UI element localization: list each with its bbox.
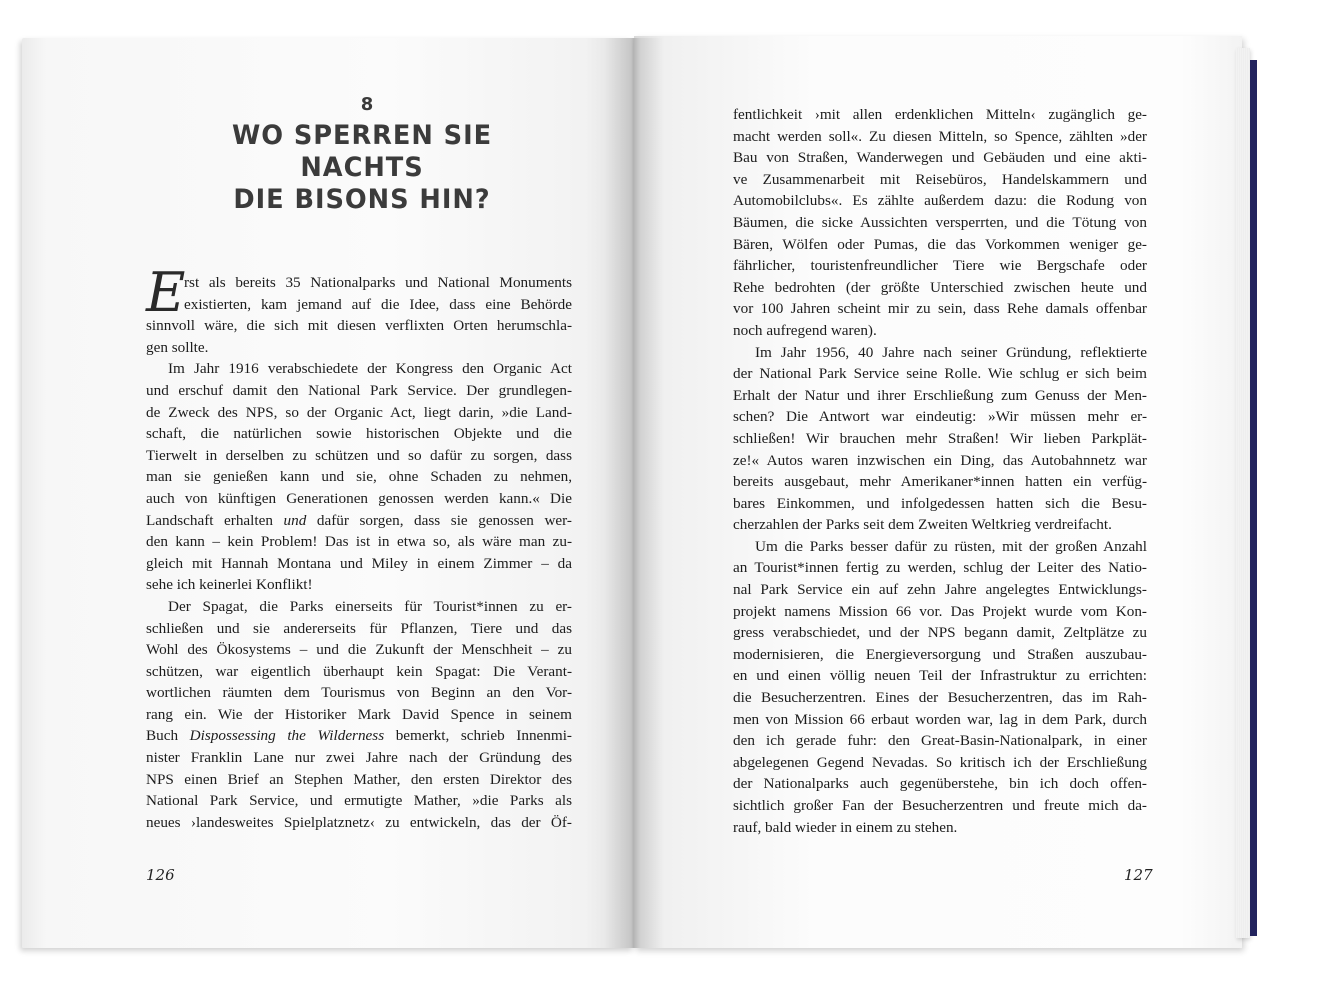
- text-line: Der Spagat, die Parks einerseits für Tourist*innen zu er-: [168, 597, 572, 615]
- text-line: Landschaft erhalten und dafür sorgen, dass sie genossen wer-: [146, 511, 572, 529]
- text-line: Im Jahr 1916 verabschiedete der Kongress den Organic Act: [168, 360, 572, 378]
- text-line: ze!« Autos waren inzwischen ein Ding, das Autobahnnetz war: [733, 451, 1147, 469]
- text-line: sehe ich keinerlei Konflikt!: [146, 576, 313, 594]
- text-line: gress verabschiedet, und der NPS begann damit, Zeltplätze zu: [733, 624, 1147, 642]
- text-line: schen? Die Antwort war eindeutig: »Wir müssen mehr er-: [733, 408, 1147, 426]
- text-line: Bäumen, die sicke Aussichten versperrten, und die Tötung von: [733, 213, 1147, 231]
- text-line: Rehe bedrohten (der größte Unterschied zwischen heute und: [733, 278, 1147, 296]
- text-line: nister Franklin Lane nur zwei Jahre nach der Gründung des: [146, 749, 572, 767]
- text-line: en und einen völlig neuen Teil der Infrastruktur zu errichten:: [733, 667, 1147, 685]
- text-line: an Tourist*innen fertig zu werden, schlug der Leiter des Natio-: [733, 559, 1147, 577]
- chapter-title: [220, 120, 505, 216]
- text-line: Automobilclubs«. Es zählte außerdem dazu: die Rodung von: [733, 192, 1147, 210]
- text-line: Bau von Straßen, Wanderwegen und Gebäuden und eine akti-: [733, 149, 1147, 167]
- right-body-text: [733, 104, 1147, 838]
- cover-edge: [1250, 60, 1257, 936]
- text-line: die Besucherzentren. Eines der Besucherzentren, das im Rah-: [733, 689, 1147, 707]
- text-line: auch von künftigen Generationen genossen werden kann.« Die: [146, 489, 572, 507]
- text-line: schaft, die natürlichen sowie historischen Objekte und die: [146, 425, 572, 443]
- text-line: und erschuf damit den National Park Service. Der grundlegen-: [146, 381, 572, 399]
- page-number-right: 127: [1124, 866, 1153, 884]
- text-line: Wohl des Ökosystems – und die Zukunft der Menschheit – zu: [146, 641, 572, 659]
- text-line: wortlichen räumten dem Tourismus von Beginn an den Vor-: [146, 684, 572, 702]
- text-line: gen sollte.: [146, 338, 209, 356]
- text-line: projekt namens Mission 66 vor. Das Projekt wurde vom Kon-: [733, 602, 1147, 620]
- text-line: gleich mit Hannah Montana und Miley in einem Zimmer – da: [146, 554, 572, 572]
- page-edges: [1236, 48, 1250, 938]
- text-line: Im Jahr 1956, 40 Jahre nach seiner Gründung, reflektierte: [755, 343, 1147, 361]
- text-line: Bären, Wölfen oder Pumas, die das Vorkommen weniger ge-: [733, 235, 1147, 253]
- text-line: sichtlich großer Fan der Besucherzentren und freute mich da-: [733, 797, 1147, 814]
- text-line: schließen und sie andererseits für Pflanzen, Tiere und das: [146, 619, 572, 637]
- chapter-title-line-2: DIE BISONS HIN?: [233, 184, 491, 215]
- left-body-text: [146, 261, 572, 833]
- text-line: schließen! Wir brauchen mehr Straßen! Wir lieben Parkplät-: [733, 429, 1147, 447]
- text-line: abgelegenen Gegend Nevadas. So kritisch ich der Erschließung: [733, 753, 1147, 771]
- text-line: fährlicher, touristenfreundlicher Tiere wie Bergschafe oder: [733, 257, 1147, 275]
- text-line: rang ein. Wie der Historiker Mark David Spence in seinem: [146, 705, 572, 723]
- text-line: National Park Service, und ermutigte Mather, »die Parks als: [146, 792, 572, 810]
- text-line: der National Park Service seine Rolle. Wie schlug er sich beim: [733, 365, 1147, 383]
- text-line: den kann – kein Problem! Das ist in etwa so, als wäre man zu-: [146, 533, 572, 551]
- text-line: existierten, kam jemand auf die Idee, dass eine Behörde: [184, 295, 572, 313]
- text-line: Buch Dispossessing the Wilderness bemerkt, schrieb Innenmi-: [146, 727, 572, 745]
- page-number-left: 126: [146, 866, 175, 884]
- text-line: Erhalt der Natur und ihrer Erschließung zum Genuss der Men-: [733, 386, 1147, 404]
- text-line: den ich gerade fuhr: den Great-Basin-Nationalpark, in einer: [733, 732, 1147, 750]
- chapter-number: 8: [360, 94, 374, 115]
- text-line: NPS einen Brief an Stephen Mather, den ersten Direktor des: [146, 770, 572, 788]
- text-line: bares Einkommen, und infolgedessen hatten sich die Besu-: [733, 494, 1147, 512]
- text-line: men von Mission 66 erbaut worden war, lag in dem Park, durch: [733, 710, 1147, 728]
- text-line: fentlichkeit ›mit allen erdenklichen Mitteln‹ zugänglich ge-: [733, 106, 1147, 123]
- text-line: de Zweck des NPS, so der Organic Act, liegt darin, »die Land-: [146, 403, 572, 421]
- drop-cap: E: [146, 261, 186, 324]
- chapter-title-line-1: WO SPERREN SIE NACHTS: [231, 120, 493, 183]
- text-line: modernisieren, die Energieversorgung und Straßen auszubau-: [733, 645, 1147, 663]
- text-line: Um die Parks besser dafür zu rüsten, mit der großen Anzahl: [755, 537, 1147, 555]
- text-line: nal Park Service ein auf zehn Jahre angelegtes Entwicklungs-: [733, 581, 1147, 599]
- text-line: Tierwelt in derselben zu schützen und so dafür zu sorgen, dass: [146, 446, 572, 464]
- text-line: macht werden soll«. Zu diesen Mitteln, so Spence, zählten »der: [733, 127, 1147, 145]
- text-line: schützen, war eigentlich überhaupt kein Spagat: Die Verant-: [146, 662, 572, 680]
- text-line: vor 100 Jahren scheint mir zu sein, dass Rehe damals offenbar: [733, 300, 1147, 318]
- text-line: cherzahlen der Parks seit dem Zweiten Weltkrieg verdreifacht.: [733, 516, 1112, 534]
- text-line: sinnvoll wäre, die sich mit diesen verflixten Orten herumschla-: [146, 317, 572, 335]
- text-line: rauf, bald wieder in einem zu stehen.: [733, 818, 958, 836]
- text-line: neues ›landesweites Spielplatznetz‹ zu entwickeln, das der Öf-: [146, 813, 572, 831]
- text-line: ve Zusammenarbeit mit Reisebüros, Handelskammern und: [733, 170, 1147, 188]
- text-line: noch aufregend waren).: [733, 321, 877, 339]
- text-line: bereits ausgebaut, mehr Amerikaner*innen hatten ein verfüg-: [733, 473, 1147, 491]
- text-line: man sie genießen kann und sie, ohne Schaden zu nehmen,: [146, 468, 572, 486]
- text-line: der Nationalparks auch gegenüberstehe, bin ich doch offen-: [733, 775, 1147, 793]
- text-line: rst als bereits 35 Nationalparks und National Monuments: [184, 274, 572, 291]
